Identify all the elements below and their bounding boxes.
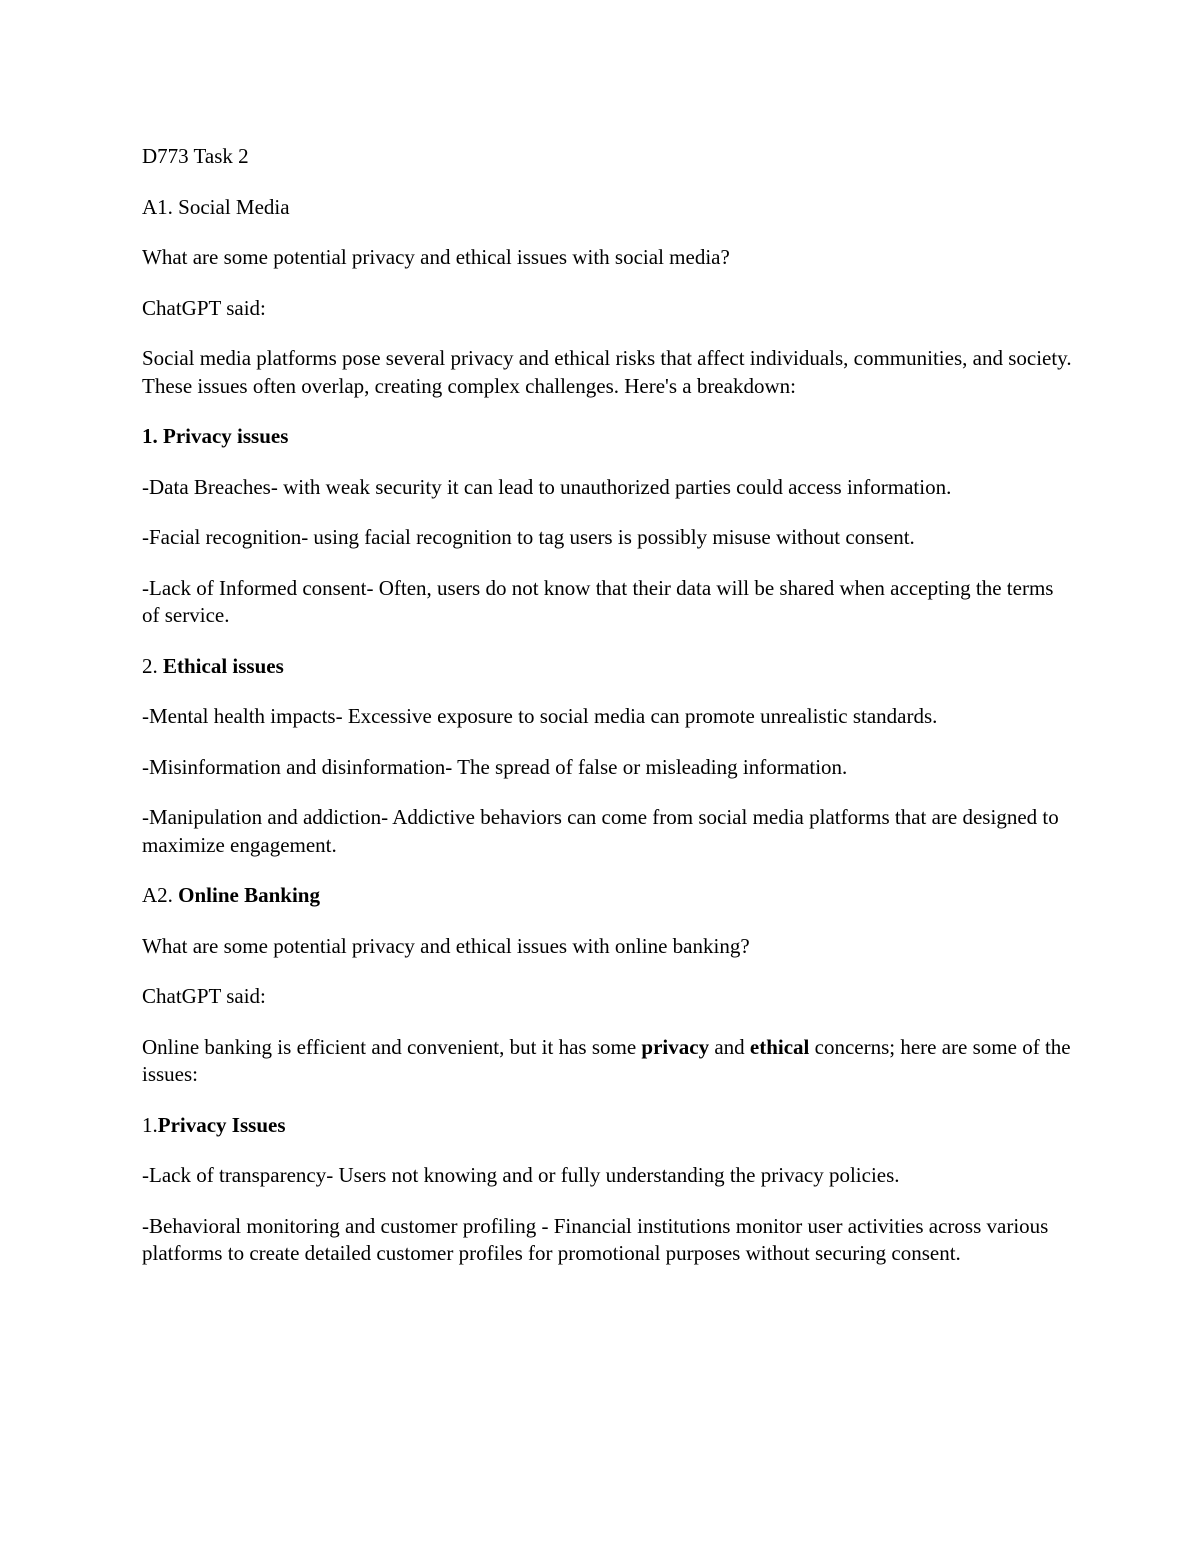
question-online-banking: What are some potential privacy and ethical issues with online banking? [142, 933, 750, 958]
list-item: -Facial recognition- using facial recognition to tag users is possibly misuse without consent. [142, 525, 915, 549]
subheading-number: 1. [142, 1112, 158, 1137]
list-item: -Mental health impacts- Excessive exposure to social media can promote unrealistic standards. [142, 704, 938, 728]
section-heading-social-media: A1. Social Media [142, 194, 290, 219]
response-attribution: ChatGPT said: [142, 295, 266, 320]
document-title: D773 Task 2 [142, 144, 249, 168]
subheading-number: 2. [142, 653, 163, 678]
question-social-media: What are some potential privacy and ethical issues with social media? [142, 245, 730, 269]
subheading-label: Privacy Issues [157, 1112, 286, 1137]
intro-text: concerns; here are some of the issues: [142, 1034, 1071, 1086]
list-item: -Lack of transparency- Users not knowing and or fully understanding the privacy policies. [142, 1163, 900, 1187]
response-attribution: ChatGPT said: [142, 984, 266, 1008]
list-item: -Behavioral monitoring and customer profiling - Financial institutions monitor user activities across various platforms to create detailed customer profiles for promotional purposes without securing consent. [142, 1213, 1049, 1265]
list-item: -Manipulation and addiction- Addictive behaviors can come from social media platforms that are designed to maximize engagement. [142, 805, 1059, 857]
intro-text: Online banking is efficient and convenient, but it has some [142, 1034, 642, 1059]
list-item: -Misinformation and disinformation- The spread of false or misleading information. [142, 754, 848, 779]
list-item: -Data Breaches- with weak security it can lead to unauthorized parties could access information. [142, 474, 952, 499]
section-heading-online-banking [142, 882, 1072, 910]
document-body [142, 143, 1072, 1291]
subheading-privacy-issues: 1. Privacy issues [142, 424, 289, 448]
section-label: Online Banking [178, 883, 320, 907]
section-number: A2. [142, 883, 179, 907]
list-item: -Lack of Informed consent- Often, users do not know that their data will be shared when accepting the terms of service. [142, 575, 1054, 627]
intro-bold-privacy: privacy [641, 1034, 710, 1059]
intro-text: and [709, 1034, 750, 1059]
response-intro [142, 1034, 1072, 1089]
subheading-privacy-issues [142, 1112, 1072, 1140]
subheading-ethical-issues [142, 653, 1072, 681]
response-intro: Social media platforms pose several privacy and ethical risks that affect individuals, communities, and society. These issues often overlap, creating complex challenges. Here's a breakdown: [142, 346, 1072, 398]
subheading-label: Ethical issues [163, 653, 284, 678]
intro-bold-ethical: ethical [749, 1034, 810, 1059]
